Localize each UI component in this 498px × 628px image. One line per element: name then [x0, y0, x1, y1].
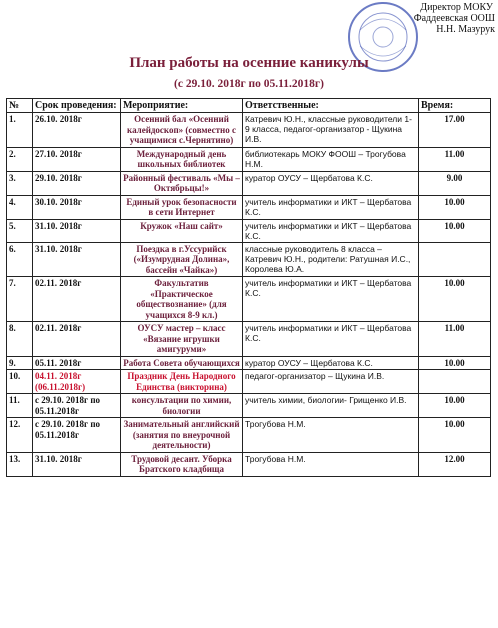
activity-plan-table [6, 98, 491, 477]
table-row [7, 219, 491, 242]
table-row [7, 370, 491, 394]
row-event: Международный день школьных библиотек [121, 147, 243, 171]
col-header-responsible: Ответственные: [243, 99, 419, 113]
col-header-time: Время: [419, 99, 491, 113]
row-event: Занимательный английский (занятия по внеурочной деятельности) [121, 418, 243, 453]
col-header-num: № [7, 99, 33, 113]
table-row [7, 394, 491, 418]
table-row [7, 195, 491, 219]
row-responsible: учитель информатики и ИКТ – Щербатова К.С. [243, 195, 419, 219]
row-number: 12. [7, 418, 33, 453]
row-time [419, 370, 491, 394]
row-responsible: учитель информатики и ИКТ – Щербатова К.С. [243, 322, 419, 357]
table-row [7, 277, 491, 322]
row-event: Трудовой десант. Уборка Братского кладбища [121, 452, 243, 476]
row-date: 29.10. 2018г [33, 171, 121, 195]
row-event: ОУСУ мастер – класс «Вязание игрушки амигуруми» [121, 322, 243, 357]
row-date: 31.10. 2018г [33, 242, 121, 277]
row-number: 5. [7, 219, 33, 242]
table-row [7, 356, 491, 370]
row-number: 1. [7, 113, 33, 148]
row-number: 7. [7, 277, 33, 322]
row-event: Праздник День Народного Единства (викторина) [121, 370, 243, 394]
row-number: 13. [7, 452, 33, 476]
row-responsible: классные руководитель 8 класса – Катревич Ю.Н., родители: Ратушная И.С., Королева Ю.А. [243, 242, 419, 277]
row-date: 30.10. 2018г [33, 195, 121, 219]
row-time: 9.00 [419, 171, 491, 195]
row-event: Поездка в г.Уссурийск («Изумрудная Долина», бассейн «Чайка») [121, 242, 243, 277]
row-time: 10.00 [419, 356, 491, 370]
row-time: 11.00 [419, 147, 491, 171]
row-date: 02.11. 2018г [33, 277, 121, 322]
row-event: Единый урок безопасности в сети Интернет [121, 195, 243, 219]
row-time: 10.00 [419, 219, 491, 242]
table-body [7, 113, 491, 477]
table-header-row [7, 99, 491, 113]
row-event: Работа Совета обучающихся [121, 356, 243, 370]
row-event: консультации по химии, биологии [121, 394, 243, 418]
row-responsible: учитель информатики и ИКТ – Щербатова К.С. [243, 219, 419, 242]
table-row [7, 322, 491, 357]
col-header-date: Срок проведения: [33, 99, 121, 113]
table-row [7, 147, 491, 171]
page-title: План работы на осенние каникулы [129, 55, 369, 71]
row-date: 31.10. 2018г [33, 219, 121, 242]
row-responsible: Трогубова Н.М. [243, 418, 419, 453]
row-time: 10.00 [419, 277, 491, 322]
row-number: 3. [7, 171, 33, 195]
row-event: Осенний бал «Осенний калейдоскоп» (совместно с учащимися с.Чернятино) [121, 113, 243, 148]
row-number: 11. [7, 394, 33, 418]
page-subtitle: (с 29.10. 2018г по 05.11.2018г) [174, 78, 324, 90]
header-signatory: Н.Н. Мазурук [436, 24, 495, 35]
row-time: 10.00 [419, 418, 491, 453]
row-time: 12.00 [419, 452, 491, 476]
row-number: 2. [7, 147, 33, 171]
row-time: 17.00 [419, 113, 491, 148]
row-responsible: библиотекарь МОКУ ФООШ – Трогубова Н.М. [243, 147, 419, 171]
row-responsible: Трогубова Н.М. [243, 452, 419, 476]
row-date: 05.11. 2018г [33, 356, 121, 370]
row-number: 6. [7, 242, 33, 277]
row-number: 4. [7, 195, 33, 219]
row-responsible: куратор ОУСУ – Щербатова К.С. [243, 356, 419, 370]
header-school: Фаддеевская ООШ [413, 13, 495, 24]
row-time [419, 242, 491, 277]
row-responsible: куратор ОУСУ – Щербатова К.С. [243, 171, 419, 195]
row-responsible: учитель информатики и ИКТ – Щербатова К.С. [243, 277, 419, 322]
header-position: Директор МОКУ [420, 2, 493, 13]
table-row [7, 418, 491, 453]
row-time: 10.00 [419, 394, 491, 418]
row-number: 8. [7, 322, 33, 357]
row-number: 9. [7, 356, 33, 370]
row-date: 04.11. 2018г (06.11.2018г) [33, 370, 121, 394]
table-row [7, 113, 491, 148]
row-date: 26.10. 2018г [33, 113, 121, 148]
col-header-event: Мероприятие: [121, 99, 243, 113]
row-number: 10. [7, 370, 33, 394]
row-responsible: педагог-организатор – Щукина И.В. [243, 370, 419, 394]
row-time: 10.00 [419, 195, 491, 219]
table-row [7, 171, 491, 195]
row-date: 02.11. 2018г [33, 322, 121, 357]
row-date: 31.10. 2018г [33, 452, 121, 476]
row-date: с 29.10. 2018г по 05.11.2018г [33, 418, 121, 453]
row-date: 27.10. 2018г [33, 147, 121, 171]
row-event: Районный фестиваль «Мы – Октябрьцы!» [121, 171, 243, 195]
row-responsible: Катревич Ю.Н., классные руководители 1- 9 класса, педагог-организатор - Щукина И.В. [243, 113, 419, 148]
row-event: Факультатив «Практическое обществознание» (для учащихся 8-9 кл.) [121, 277, 243, 322]
row-responsible: учитель химии, биологии- Грищенко И.В. [243, 394, 419, 418]
table-row [7, 452, 491, 476]
table-row [7, 242, 491, 277]
row-time: 11.00 [419, 322, 491, 357]
row-event: Кружок «Наш сайт» [121, 219, 243, 242]
row-date: с 29.10. 2018г по 05.11.2018г [33, 394, 121, 418]
